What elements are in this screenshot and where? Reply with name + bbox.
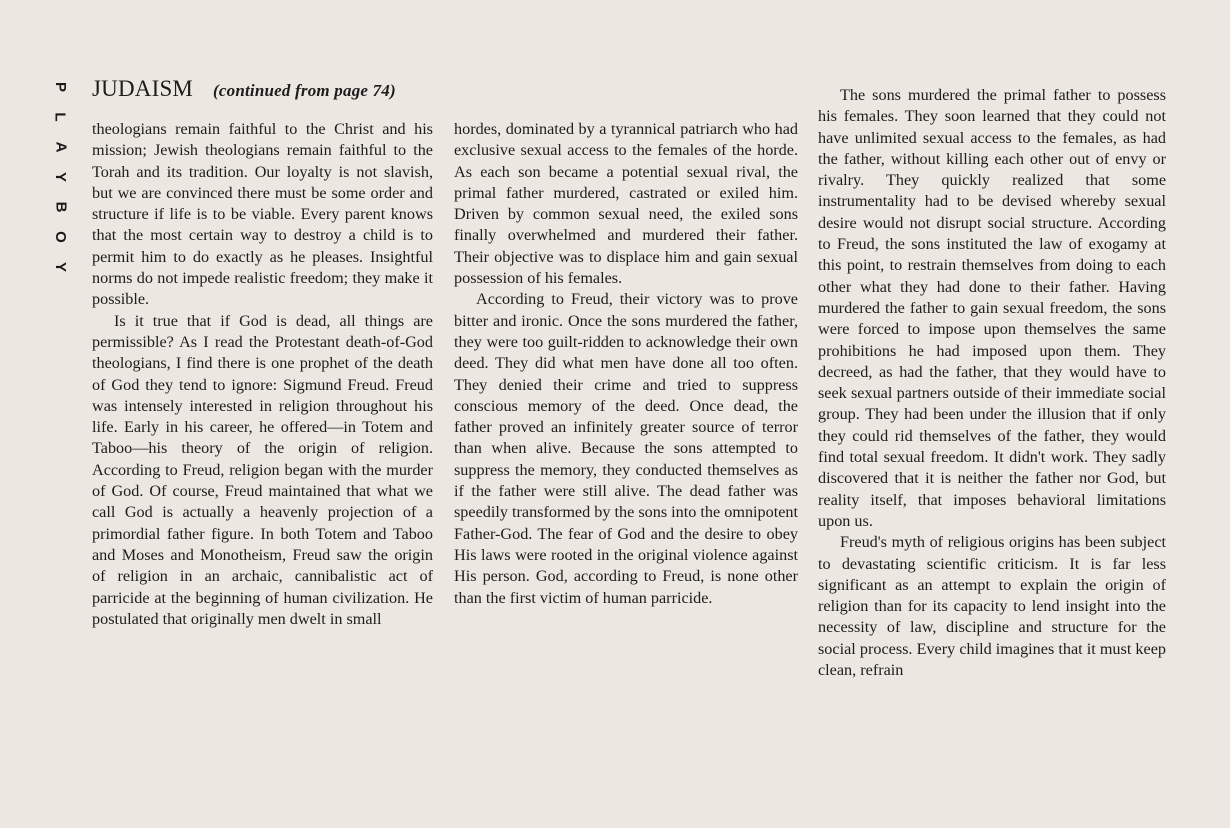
spine-letter: O bbox=[51, 231, 69, 243]
spine-letter: Y bbox=[51, 171, 69, 183]
text-column-1 bbox=[92, 119, 433, 630]
spine-letter: Y bbox=[51, 261, 69, 273]
paragraph: hordes, dominated by a tyrannical patriarch who had exclusive sexual access to the females of the horde. As each son became a potential sexual rival, the primal father murdered, castrated or exiled him. Driven by common sexual need, the exiled sons finally overwhelmed and murdered their father. Their objective was to displace him and gain sexual possession of his females. bbox=[454, 120, 798, 288]
paragraph: Freud's myth of religious origins has been subject to devastating scientific criticism. It is far less significant as an attempt to explain the origin of religion than for its capacity to lend insight into the necessity of law, discipline and structure for the social process. Every child imagines that it must keep clean, refrain bbox=[818, 533, 1166, 680]
text-column-3 bbox=[818, 85, 1166, 681]
paragraph: Is it true that if God is dead, all things are permissible? As I read the Protestant death-of-God theologians, I find there is one prophet of the death of God they tend to ignore: Sigmund Freud. Freud was intensely interested in religion throughout his life. Early in his career, he offered—in Totem and Taboo—his theory of the origin of religion. According to Freud, religion began with the murder of God. Of course, Freud maintained that what we call God is actually a heavenly projection of a primordial father figure. In both Totem and Taboo and Moses and Monotheism, Freud saw the origin of religion in an archaic, cannibalistic act of parricide at the beginning of human civilization. He postulated that originally men dwelt in small bbox=[92, 311, 433, 628]
spine-letter: B bbox=[52, 201, 69, 213]
spine-letter: L bbox=[51, 112, 69, 122]
paragraph: theologians remain faithful to the Christ and his mission; Jewish theologians remain faithful to the Torah and its tradition. Our loyalty is not slavish, but we are convinced there must be some order and structure if life is to be viable. Every parent knows that the most certain way to destroy a child is to permit him to do exactly as he pleases. Insightful norms do not impede realistic freedom; they make it possible. bbox=[92, 120, 433, 309]
continued-note: (continued from page 74) bbox=[213, 81, 396, 100]
spine-letter: A bbox=[52, 141, 69, 153]
article-header bbox=[92, 76, 396, 102]
spine-letter: P bbox=[51, 81, 69, 93]
paragraph: The sons murdered the primal father to possess his females. They soon learned that they could not have unlimited sexual access to the females, as had the father, without killing each other out of envy or rivalry. They quickly realized that some instrumentality had to be devised whereby sexual desire would not disrupt social structure. According to Freud, the sons instituted the law of exogamy at this point, to restrain themselves from doing to each other what they had done to their father. Having murdered the father to gain sexual freedom, the sons were forced to impose upon themselves the same prohibitions he had imposed upon them. They decreed, as had the father, that they would have to seek sexual partners outside of their immediate social group. They had been under the illusion that if only they could rid themselves of the father, they would find total sexual freedom. It didn't work. They sadly discovered that it is neither the father nor God, but reality itself, that imposes behavioral limitations upon us. bbox=[818, 86, 1166, 530]
magazine-spine-title bbox=[48, 72, 72, 272]
section-title: JUDAISM bbox=[92, 76, 194, 101]
text-column-2 bbox=[454, 119, 798, 609]
paragraph: According to Freud, their victory was to prove bitter and ironic. Once the sons murdered the father, they were too guilt-ridden to acknowledge their own deed. They did what men have done all too often. They denied their crime and tried to suppress conscious memory of the deed. Once dead, the father proved an infinitely greater source of terror than when alive. Because the sons attempted to suppress the memory, they conducted themselves as if the father were still alive. The dead father was speedily transformed by the sons into the omnipotent Father-God. The fear of God and the desire to obey His laws were rooted in the original violence against His person. God, according to Freud, is none other than the first victim of human parricide. bbox=[454, 290, 798, 607]
